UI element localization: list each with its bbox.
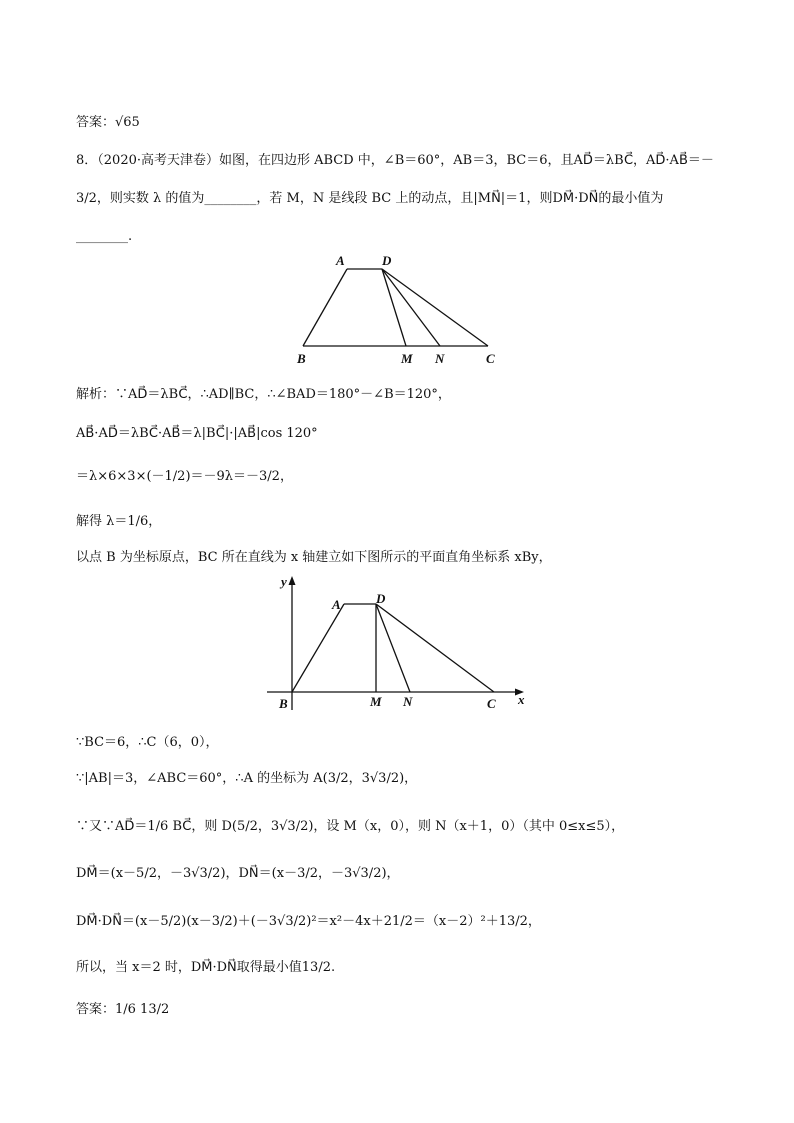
label-N: N — [435, 351, 445, 366]
question-8-line-2: 3/2，则实数 λ 的值为________，若 M，N 是线段 BC 上的动点，且|MN⃗|＝1，则DM⃗·DN⃗的最小值为 — [76, 191, 664, 206]
solution-line-3: ＝λ×6×3×(－1/2)＝－9λ＝－3/2， — [76, 469, 293, 484]
solution-line-11: 所以，当 x＝2 时，DM⃗·DN⃗取得最小值13/2. — [76, 960, 336, 975]
label-B: B — [279, 696, 288, 711]
label-C: C — [487, 696, 496, 711]
axis-y-label: y — [281, 574, 287, 589]
quadrilateral-figure — [290, 250, 510, 372]
coordinate-figure — [262, 572, 534, 718]
label-B: B — [297, 351, 306, 366]
solution-line-8: ∵又∵AD⃗＝1/6 BC⃗，则 D(5/2，3√3/2)，设 M（x，0），则 N（x＋1，0）（其中 0≤x≤5）， — [76, 819, 625, 834]
solution-line-10: DM⃗·DN⃗＝(x－5/2)(x－3/2)＋(－3√3/2)²＝x²－4x＋21/2＝（x－2）²＋13/2， — [76, 914, 541, 929]
solution-line-2: AB⃗·AD⃗＝λBC⃗·AB⃗＝λ|BC⃗|·|AB⃗|cos 120° — [76, 426, 318, 441]
solution-line-9: DM⃗＝(x－5/2，－3√3/2)，DN⃗＝(x－3/2，－3√3/2)， — [76, 866, 400, 881]
solution-line-6: ∵BC＝6，∴C（6，0）， — [76, 735, 219, 750]
label-D: D — [376, 591, 386, 606]
solution-line-7: ∵|AB|＝3，∠ABC＝60°，∴A 的坐标为 A(3/2，3√3/2)， — [76, 771, 418, 786]
solution-line-4: 解得 λ＝1/6， — [76, 514, 162, 529]
label-A: A — [336, 253, 345, 268]
label-M: M — [401, 351, 413, 366]
label-N: N — [403, 694, 413, 709]
answer-2: 答案：1/6 13/2 — [76, 1002, 170, 1017]
question-8-line-1: 8．（2020·高考天津卷）如图，在四边形 ABCD 中，∠B＝60°，AB＝3，BC＝6，且AD⃗＝λBC⃗，AD⃗·AB⃗＝－ — [76, 153, 714, 168]
solution-line-5: 以点 B 为坐标原点，BC 所在直线为 x 轴建立如下图所示的平面直角坐标系 xBy， — [76, 550, 552, 565]
question-8-line-3: ________. — [76, 229, 133, 244]
axis-x-label: x — [518, 692, 525, 707]
label-D: D — [382, 253, 392, 268]
answer-1: 答案：√65 — [76, 115, 140, 130]
label-A: A — [332, 597, 341, 612]
label-C: C — [486, 351, 495, 366]
label-M: M — [370, 694, 382, 709]
solution-line-1: 解析：∵AD⃗＝λBC⃗，∴AD∥BC，∴∠BAD＝180°－∠B＝120°， — [76, 387, 451, 402]
